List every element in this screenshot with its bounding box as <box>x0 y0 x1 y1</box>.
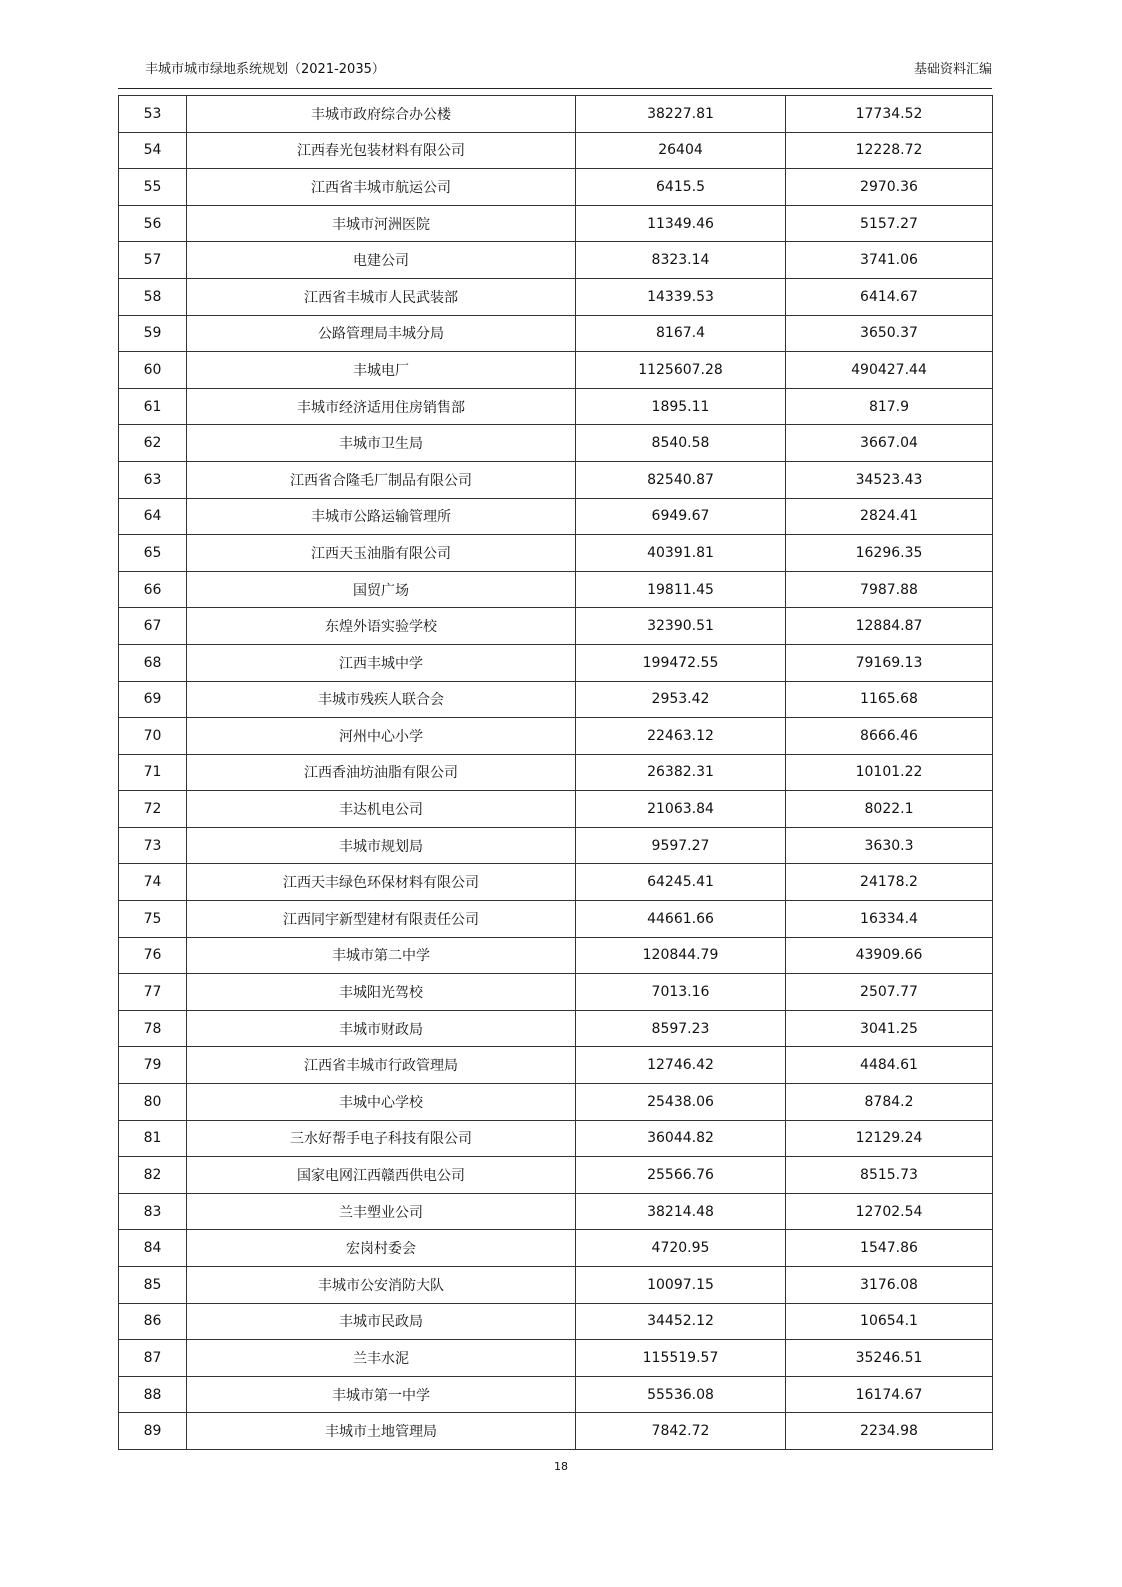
row-number-cell: 68 <box>119 644 187 681</box>
value-a-cell: 64245.41 <box>576 864 786 901</box>
value-b-cell: 817.9 <box>786 388 993 425</box>
table-row <box>119 974 993 1011</box>
table-body <box>119 96 993 1450</box>
unit-name-cell: 丰城市卫生局 <box>187 425 576 462</box>
row-number-cell: 74 <box>119 864 187 901</box>
row-number-cell: 66 <box>119 571 187 608</box>
value-a-cell: 7842.72 <box>576 1413 786 1450</box>
value-a-cell: 40391.81 <box>576 535 786 572</box>
value-a-cell: 26382.31 <box>576 754 786 791</box>
value-b-cell: 6414.67 <box>786 278 993 315</box>
unit-name-cell: 丰城中心学校 <box>187 1084 576 1121</box>
value-a-cell: 8167.4 <box>576 315 786 352</box>
unit-name-cell: 丰城市第一中学 <box>187 1376 576 1413</box>
value-b-cell: 79169.13 <box>786 644 993 681</box>
unit-name-cell: 江西省丰城市人民武装部 <box>187 278 576 315</box>
value-b-cell: 3650.37 <box>786 315 993 352</box>
row-number-cell: 62 <box>119 425 187 462</box>
value-b-cell: 8022.1 <box>786 791 993 828</box>
value-a-cell: 115519.57 <box>576 1340 786 1377</box>
page-number: 18 <box>554 1460 568 1473</box>
table-row <box>119 937 993 974</box>
value-a-cell: 38227.81 <box>576 96 786 133</box>
value-b-cell: 16334.4 <box>786 901 993 938</box>
unit-name-cell: 丰城阳光驾校 <box>187 974 576 1011</box>
table-row <box>119 315 993 352</box>
value-a-cell: 8323.14 <box>576 242 786 279</box>
value-b-cell: 3041.25 <box>786 1010 993 1047</box>
value-b-cell: 5157.27 <box>786 205 993 242</box>
table-row <box>119 352 993 389</box>
value-b-cell: 1165.68 <box>786 681 993 718</box>
value-a-cell: 1895.11 <box>576 388 786 425</box>
row-number-cell: 70 <box>119 718 187 755</box>
unit-name-cell: 国贸广场 <box>187 571 576 608</box>
value-b-cell: 10101.22 <box>786 754 993 791</box>
value-b-cell: 12129.24 <box>786 1120 993 1157</box>
document-title: 丰城市城市绿地系统规划（2021-2035） <box>145 62 385 77</box>
row-number-cell: 80 <box>119 1084 187 1121</box>
row-number-cell: 58 <box>119 278 187 315</box>
value-b-cell: 3630.3 <box>786 827 993 864</box>
row-number-cell: 63 <box>119 461 187 498</box>
value-b-cell: 7987.88 <box>786 571 993 608</box>
table-row <box>119 1303 993 1340</box>
value-a-cell: 6415.5 <box>576 169 786 206</box>
unit-name-cell: 丰城市规划局 <box>187 827 576 864</box>
table-row <box>119 242 993 279</box>
row-number-cell: 86 <box>119 1303 187 1340</box>
table-row <box>119 608 993 645</box>
unit-name-cell: 丰城市残疾人联合会 <box>187 681 576 718</box>
row-number-cell: 65 <box>119 535 187 572</box>
row-number-cell: 60 <box>119 352 187 389</box>
table-row <box>119 498 993 535</box>
row-number-cell: 84 <box>119 1230 187 1267</box>
value-a-cell: 32390.51 <box>576 608 786 645</box>
table-row <box>119 827 993 864</box>
value-a-cell: 12746.42 <box>576 1047 786 1084</box>
value-a-cell: 7013.16 <box>576 974 786 1011</box>
table-row <box>119 791 993 828</box>
row-number-cell: 76 <box>119 937 187 974</box>
table-row <box>119 1120 993 1157</box>
row-number-cell: 88 <box>119 1376 187 1413</box>
page-header <box>145 58 992 82</box>
row-number-cell: 79 <box>119 1047 187 1084</box>
value-a-cell: 26404 <box>576 132 786 169</box>
row-number-cell: 54 <box>119 132 187 169</box>
row-number-cell: 69 <box>119 681 187 718</box>
value-a-cell: 25566.76 <box>576 1157 786 1194</box>
table-row <box>119 205 993 242</box>
value-b-cell: 16174.67 <box>786 1376 993 1413</box>
value-b-cell: 16296.35 <box>786 535 993 572</box>
value-b-cell: 43909.66 <box>786 937 993 974</box>
value-b-cell: 24178.2 <box>786 864 993 901</box>
table-row <box>119 1157 993 1194</box>
unit-name-cell: 丰城市民政局 <box>187 1303 576 1340</box>
row-number-cell: 73 <box>119 827 187 864</box>
unit-name-cell: 河州中心小学 <box>187 718 576 755</box>
unit-name-cell: 江西香油坊油脂有限公司 <box>187 754 576 791</box>
table-row <box>119 901 993 938</box>
value-b-cell: 2234.98 <box>786 1413 993 1450</box>
unit-name-cell: 公路管理局丰城分局 <box>187 315 576 352</box>
table-row <box>119 1230 993 1267</box>
row-number-cell: 78 <box>119 1010 187 1047</box>
row-number-cell: 87 <box>119 1340 187 1377</box>
unit-name-cell: 丰城市财政局 <box>187 1010 576 1047</box>
unit-name-cell: 江西春光包装材料有限公司 <box>187 132 576 169</box>
unit-name-cell: 丰城市第二中学 <box>187 937 576 974</box>
table-row <box>119 864 993 901</box>
row-number-cell: 82 <box>119 1157 187 1194</box>
value-a-cell: 11349.46 <box>576 205 786 242</box>
section-title: 基础资料汇编 <box>913 62 992 77</box>
row-number-cell: 53 <box>119 96 187 133</box>
value-b-cell: 12702.54 <box>786 1193 993 1230</box>
table-row <box>119 278 993 315</box>
row-number-cell: 81 <box>119 1120 187 1157</box>
value-a-cell: 21063.84 <box>576 791 786 828</box>
value-b-cell: 8666.46 <box>786 718 993 755</box>
table-row <box>119 681 993 718</box>
value-a-cell: 38214.48 <box>576 1193 786 1230</box>
table-row <box>119 425 993 462</box>
value-b-cell: 2507.77 <box>786 974 993 1011</box>
unit-name-cell: 江西同宇新型建材有限责任公司 <box>187 901 576 938</box>
green-space-table <box>118 95 993 1450</box>
row-number-cell: 57 <box>119 242 187 279</box>
row-number-cell: 64 <box>119 498 187 535</box>
value-a-cell: 120844.79 <box>576 937 786 974</box>
row-number-cell: 77 <box>119 974 187 1011</box>
table-row <box>119 1413 993 1450</box>
row-number-cell: 59 <box>119 315 187 352</box>
unit-name-cell: 江西天玉油脂有限公司 <box>187 535 576 572</box>
value-b-cell: 2824.41 <box>786 498 993 535</box>
value-a-cell: 19811.45 <box>576 571 786 608</box>
unit-name-cell: 丰城市土地管理局 <box>187 1413 576 1450</box>
unit-name-cell: 电建公司 <box>187 242 576 279</box>
row-number-cell: 89 <box>119 1413 187 1450</box>
value-a-cell: 8597.23 <box>576 1010 786 1047</box>
unit-name-cell: 丰城市公路运输管理所 <box>187 498 576 535</box>
unit-name-cell: 丰城电厂 <box>187 352 576 389</box>
table-row <box>119 1193 993 1230</box>
header-divider <box>118 88 992 89</box>
table-row <box>119 169 993 206</box>
table-row <box>119 754 993 791</box>
row-number-cell: 71 <box>119 754 187 791</box>
table-row <box>119 96 993 133</box>
unit-name-cell: 丰达机电公司 <box>187 791 576 828</box>
unit-name-cell: 兰丰塑业公司 <box>187 1193 576 1230</box>
value-b-cell: 3667.04 <box>786 425 993 462</box>
unit-name-cell: 丰城市政府综合办公楼 <box>187 96 576 133</box>
value-a-cell: 36044.82 <box>576 1120 786 1157</box>
value-b-cell: 12228.72 <box>786 132 993 169</box>
row-number-cell: 83 <box>119 1193 187 1230</box>
unit-name-cell: 江西省丰城市航运公司 <box>187 169 576 206</box>
unit-name-cell: 江西丰城中学 <box>187 644 576 681</box>
value-a-cell: 22463.12 <box>576 718 786 755</box>
value-b-cell: 17734.52 <box>786 96 993 133</box>
row-number-cell: 55 <box>119 169 187 206</box>
row-number-cell: 56 <box>119 205 187 242</box>
value-a-cell: 9597.27 <box>576 827 786 864</box>
table-row <box>119 1376 993 1413</box>
value-b-cell: 12884.87 <box>786 608 993 645</box>
row-number-cell: 72 <box>119 791 187 828</box>
value-a-cell: 4720.95 <box>576 1230 786 1267</box>
value-b-cell: 10654.1 <box>786 1303 993 1340</box>
value-b-cell: 3176.08 <box>786 1267 993 1304</box>
value-b-cell: 1547.86 <box>786 1230 993 1267</box>
unit-name-cell: 江西省丰城市行政管理局 <box>187 1047 576 1084</box>
value-b-cell: 2970.36 <box>786 169 993 206</box>
unit-name-cell: 三水好帮手电子科技有限公司 <box>187 1120 576 1157</box>
table-row <box>119 461 993 498</box>
table-row <box>119 1010 993 1047</box>
row-number-cell: 85 <box>119 1267 187 1304</box>
value-a-cell: 2953.42 <box>576 681 786 718</box>
table-row <box>119 644 993 681</box>
unit-name-cell: 丰城市经济适用住房销售部 <box>187 388 576 425</box>
unit-name-cell: 丰城市河洲医院 <box>187 205 576 242</box>
unit-name-cell: 宏岗村委会 <box>187 1230 576 1267</box>
value-b-cell: 3741.06 <box>786 242 993 279</box>
row-number-cell: 67 <box>119 608 187 645</box>
value-a-cell: 1125607.28 <box>576 352 786 389</box>
row-number-cell: 75 <box>119 901 187 938</box>
value-b-cell: 4484.61 <box>786 1047 993 1084</box>
unit-name-cell: 丰城市公安消防大队 <box>187 1267 576 1304</box>
value-a-cell: 6949.67 <box>576 498 786 535</box>
table-row <box>119 388 993 425</box>
value-b-cell: 34523.43 <box>786 461 993 498</box>
table-row <box>119 1340 993 1377</box>
value-b-cell: 8515.73 <box>786 1157 993 1194</box>
row-number-cell: 61 <box>119 388 187 425</box>
value-a-cell: 14339.53 <box>576 278 786 315</box>
table-row <box>119 571 993 608</box>
unit-name-cell: 江西天丰绿色环保材料有限公司 <box>187 864 576 901</box>
table-row <box>119 1084 993 1121</box>
value-a-cell: 8540.58 <box>576 425 786 462</box>
value-a-cell: 82540.87 <box>576 461 786 498</box>
table-row <box>119 535 993 572</box>
table-row <box>119 132 993 169</box>
unit-name-cell: 国家电网江西赣西供电公司 <box>187 1157 576 1194</box>
value-a-cell: 199472.55 <box>576 644 786 681</box>
value-a-cell: 55536.08 <box>576 1376 786 1413</box>
unit-name-cell: 东煌外语实验学校 <box>187 608 576 645</box>
value-a-cell: 34452.12 <box>576 1303 786 1340</box>
table-row <box>119 718 993 755</box>
value-a-cell: 25438.06 <box>576 1084 786 1121</box>
value-b-cell: 490427.44 <box>786 352 993 389</box>
value-a-cell: 10097.15 <box>576 1267 786 1304</box>
value-a-cell: 44661.66 <box>576 901 786 938</box>
value-b-cell: 8784.2 <box>786 1084 993 1121</box>
unit-name-cell: 兰丰水泥 <box>187 1340 576 1377</box>
unit-name-cell: 江西省合隆毛厂制品有限公司 <box>187 461 576 498</box>
table-row <box>119 1047 993 1084</box>
table-row <box>119 1267 993 1304</box>
value-b-cell: 35246.51 <box>786 1340 993 1377</box>
